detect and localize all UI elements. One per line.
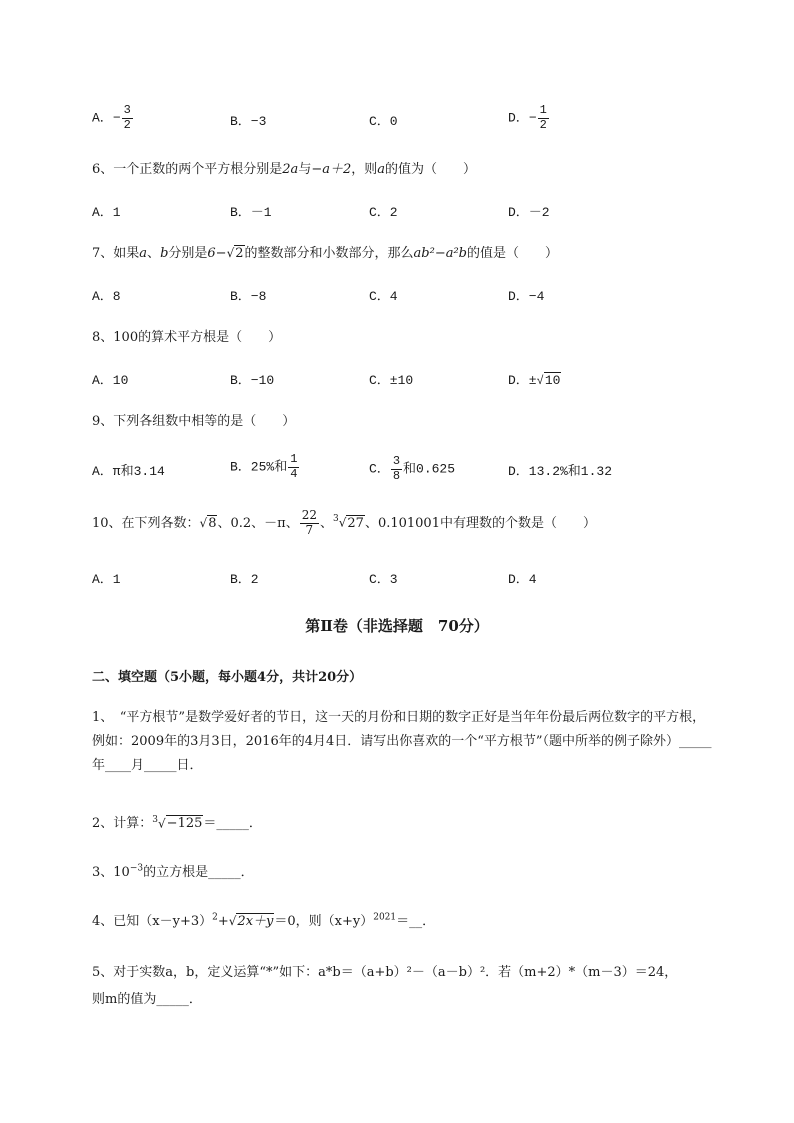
question-9: 9、下列各组数中相等的是（ ）: [92, 414, 296, 429]
square-root: √2x＋y: [228, 914, 274, 929]
q9-option-c: C． $\frac{3}{8}$ 和0.625: [369, 454, 456, 483]
fill-question-5-line-2: 则m的值为_____．: [92, 992, 202, 1007]
square-root: √2: [226, 246, 244, 261]
square-root: √10: [536, 373, 561, 388]
part-2-title: 第Ⅱ卷（非选择题 70分）: [305, 617, 489, 635]
q5-option-a: A．− $\frac{3}{2}$: [92, 103, 131, 132]
fill-question-1: 1、 “平方根节”是数学爱好者的节日，这一天的月份和日期的数字正好是当年年份最后两位数字的平方根，例如：2009年的3月3日，2016年的4月4日．请写出你喜欢的一个“平方根节”（题中所举的例子除外）_____年____月_____日．: [92, 710, 712, 773]
q10-option-c: C．3: [369, 572, 398, 587]
q8-option-b: B．−10: [230, 373, 275, 388]
q6-option-b: B．－1: [230, 205, 272, 220]
q9-option-d: D．13.2%和1.32: [508, 464, 613, 479]
q7-option-d: D．−4: [508, 289, 545, 304]
fill-question-4: 4、已知$(x-y+3)^2+√2x+y=0$，则$(x+y)^{2021}=\_\_$．: [92, 910, 435, 929]
q6-option-c: C．2: [369, 205, 398, 220]
fraction: $\frac{3}{2}$: [123, 103, 131, 132]
question-10: 10、在下列各数：√8、0.2、－π、 $\frac{22}{7}$ 、$^3$√27、0.101001中有理数的个数是（ ）: [92, 508, 596, 537]
fill-question-5-line-1: 5、对于实数a，b，定义运算“*”如下：a*b＝（a+b）²－（a－b）²．若（m+2）*（m－3）＝24，: [92, 965, 678, 980]
square-root: √8: [199, 515, 217, 531]
question-7: 7、如果a、b分别是6−√2的整数部分和小数部分，那么ab²−a²b的值是（ ）: [92, 246, 559, 261]
q10-option-a: A．1: [92, 572, 121, 587]
q10-option-b: B．2: [230, 572, 259, 587]
section-2-heading: 二、填空题（5小题，每小题4分，共计20分）: [92, 670, 363, 685]
q6-option-a: A．1: [92, 205, 121, 220]
fraction: $\frac{1}{4}$: [290, 452, 298, 481]
q8-option-d: D．±√10: [508, 373, 561, 388]
question-8: 8、100的算术平方根是（ ）: [92, 330, 282, 345]
fraction: $\frac{1}{2}$: [539, 103, 547, 132]
cube-root: $^3$√−125: [152, 814, 203, 831]
cube-root: $^3$√27: [333, 514, 364, 531]
q5-option-c: C．0: [369, 114, 398, 129]
q9-option-b: B．25%和 $\frac{1}{4}$: [230, 452, 298, 481]
fraction: $\frac{3}{8}$: [392, 454, 401, 483]
question-6: 6、一个正数的两个平方根分别是2a与−a＋2，则a的值为（ ）: [92, 162, 477, 177]
fraction: $\frac{22}{7}$: [301, 508, 317, 537]
q7-option-a: A．8: [92, 289, 121, 304]
q5-option-b: B．−3: [230, 114, 267, 129]
fill-question-3: 3、$10^{-3}$的立方根是_____．: [92, 863, 254, 880]
q8-option-c: C．±10: [369, 373, 414, 388]
q10-option-d: D．4: [508, 572, 537, 587]
q8-option-a: A．10: [92, 373, 129, 388]
q7-option-c: C．4: [369, 289, 398, 304]
q7-option-b: B．−8: [230, 289, 267, 304]
q5-option-d: D．− $\frac{1}{2}$: [508, 103, 547, 132]
q6-option-d: D．－2: [508, 205, 550, 220]
fill-question-2: 2、计算：$^3$√−125＝_____．: [92, 814, 262, 831]
q9-option-a: A．π和3.14: [92, 464, 165, 479]
